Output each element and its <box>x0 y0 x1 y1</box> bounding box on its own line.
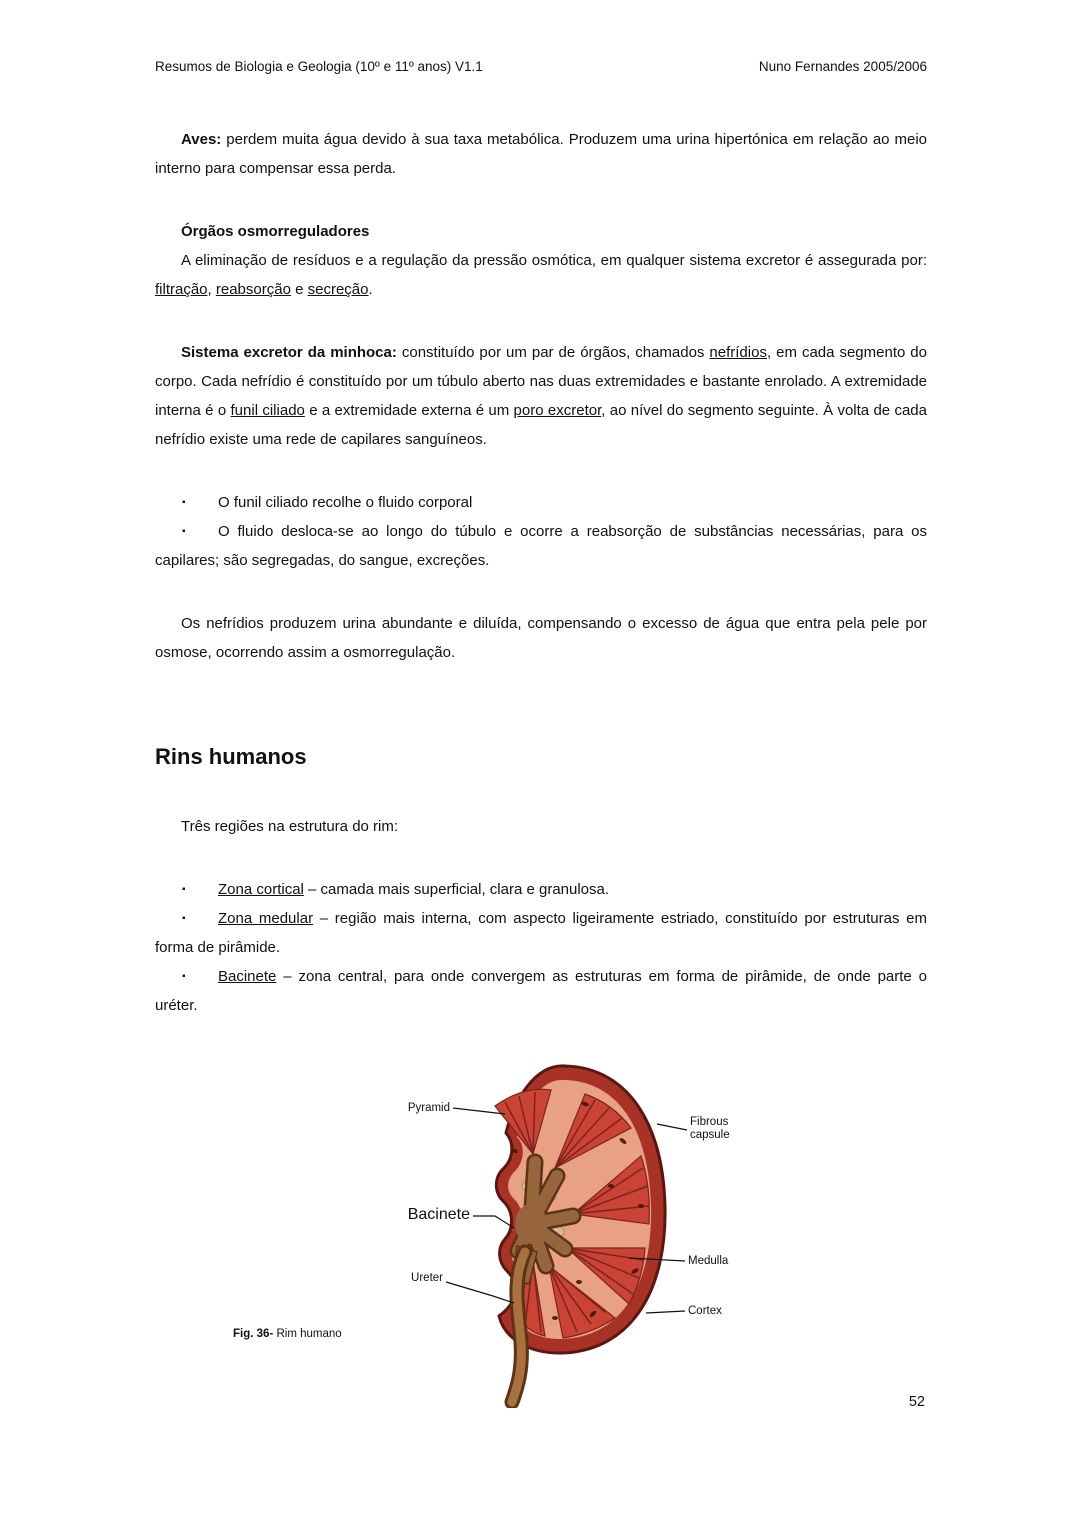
kidney-figure <box>233 1056 853 1408</box>
fibrous-capsule-label: Fibrous capsule <box>690 1116 730 1141</box>
list-item <box>155 488 927 517</box>
nefridio-bullet-list <box>155 488 927 575</box>
underlined-term: Zona medular <box>218 910 314 927</box>
text-segment: – região mais interna, com aspecto ligeiramente estriado, constituído por estruturas em forma de pirâmide. <box>155 910 927 956</box>
underlined-term: Zona cortical <box>218 881 304 898</box>
underlined-term: poro excretor <box>513 402 602 419</box>
text-segment: Três regiões na estrutura do rim: <box>181 818 399 835</box>
paragraph-tres-regioes <box>155 812 927 841</box>
caption-text: Rim humano <box>273 1328 342 1340</box>
underlined-term: Bacinete <box>218 968 277 985</box>
text-segment: e a extremidade externa é um <box>304 402 514 419</box>
list-item <box>155 875 927 904</box>
underlined-term: reabsorção <box>215 281 291 298</box>
medulla-label: Medulla <box>688 1255 729 1267</box>
cortex-label: Cortex <box>688 1305 722 1317</box>
bullet-marker-icon: ▪ <box>182 913 186 924</box>
list-item <box>155 904 927 962</box>
text-segment: Aves: <box>181 131 222 148</box>
paragraph-orgaos <box>155 246 927 304</box>
text-segment: perdem muita água devido à sua taxa metabólica. Produzem uma urina hipertónica em relação ao meio interno para compensar essa perda. <box>155 131 927 177</box>
paragraph-aves <box>155 125 927 183</box>
text-segment: Sistema excretor da minhoca: <box>181 344 397 361</box>
underlined-term: secreção <box>307 281 369 298</box>
bullet-marker-icon: ▪ <box>182 497 186 508</box>
header-left: Resumos de Biologia e Geologia (10º e 11º anos) V1.1 <box>155 59 483 74</box>
pyramid-label: Pyramid <box>407 1102 450 1114</box>
section-heading-rins-humanos <box>155 742 927 772</box>
text-segment: – zona central, para onde convergem as estruturas em forma de pirâmide, de onde parte o uréter. <box>155 968 927 1014</box>
caption-number: Fig. 36- <box>233 1328 274 1340</box>
pelvis-center <box>515 1204 547 1244</box>
list-item <box>155 517 927 575</box>
paragraph-nefridios <box>155 609 927 667</box>
text-segment: e <box>290 281 308 298</box>
text-segment: O funil ciliado recolhe o fluido corporal <box>218 494 473 511</box>
text-segment: O fluido desloca-se ao longo do túbulo e ocorre a reabsorção de substâncias necessárias, para os capilares; são segregadas, do sangue, excreções. <box>155 523 927 569</box>
figure-caption <box>233 1328 342 1340</box>
text-segment: constituído por um par de órgãos, chamados <box>396 344 710 361</box>
heading-orgaos-osmorreguladores <box>155 217 927 246</box>
underlined-term: nefrídios <box>709 344 767 361</box>
kidney-illustration <box>233 1056 853 1408</box>
text-segment: , <box>207 281 216 298</box>
bullet-marker-icon: ▪ <box>182 884 186 895</box>
list-item <box>155 962 927 1020</box>
paragraph-minhoca <box>155 338 927 454</box>
text-segment: . <box>368 281 373 298</box>
ureter-label: Ureter <box>411 1272 443 1284</box>
text-segment: – camada mais superficial, clara e granulosa. <box>303 881 610 898</box>
underlined-term: funil ciliado <box>230 402 305 419</box>
regioes-bullet-list <box>155 875 927 1020</box>
text-segment: Os nefrídios produzem urina abundante e diluída, compensando o excesso de água que entra pela pele por osmose, ocorrendo assim a osmorregulação. <box>155 615 927 661</box>
underlined-term: filtração <box>155 281 208 298</box>
bullet-marker-icon: ▪ <box>182 971 186 982</box>
bullet-marker-icon: ▪ <box>182 526 186 537</box>
header-right: Nuno Fernandes 2005/2006 <box>758 59 927 74</box>
text-segment: Órgãos osmorreguladores <box>181 223 370 240</box>
text-segment: , ao nível do segmento seguinte. À volta de cada nefrídio existe uma rede de capilares sanguíneos. <box>155 402 927 448</box>
page-number: 52 <box>908 1394 925 1410</box>
text-segment: Rins humanos <box>155 744 307 769</box>
text-segment: A eliminação de resíduos e a regulação da pressão osmótica, em qualquer sistema excretor é assegurada por: <box>181 252 927 269</box>
page-header <box>155 58 927 75</box>
bacinete-label: Bacinete <box>407 1206 470 1223</box>
text-segment: , em cada segmento do corpo. Cada nefrídio é constituído por um túbulo aberto nas duas extremidades e bastante enrolado. A extremidade interna é o <box>155 344 927 419</box>
